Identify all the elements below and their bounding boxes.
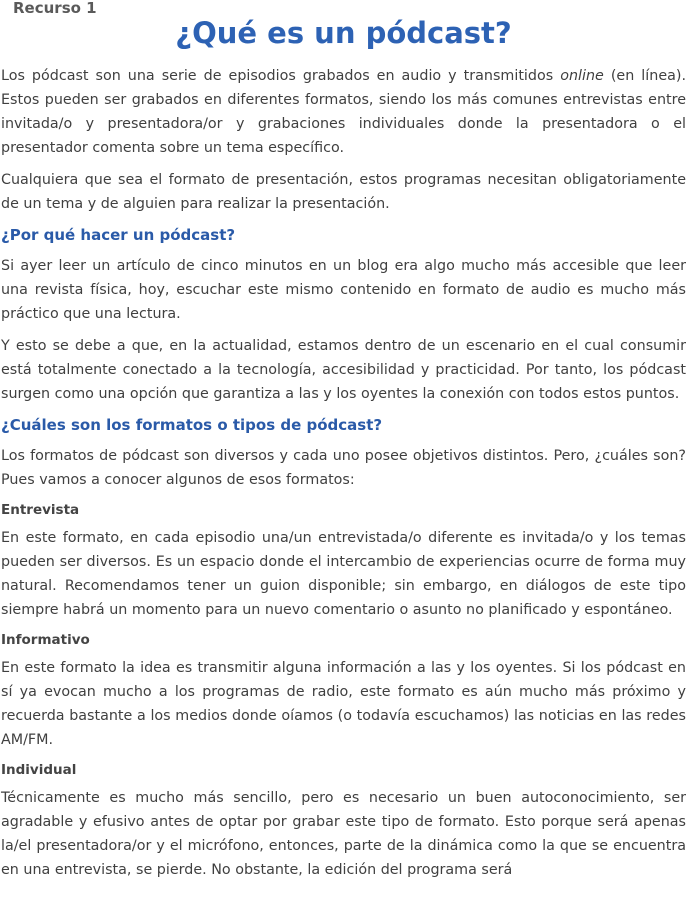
why-paragraph-2: Y esto se debe a que, en la actualidad, estamos dentro de un escenario en el cual consumir está totalmente conectado a la tecnología, accesibilidad y practicidad. Por tanto, los pódcast surgen como una opción que garantiza a las y los oyentes la conexión con todos estos puntos. xyxy=(1,338,686,402)
intro-p1-before: Los pódcast son una serie de episodios grabados en audio y transmitidos xyxy=(1,68,561,84)
intro-p1-after: (en línea). Estos pueden ser grabados en diferentes formatos, siendo los más comunes entrevistas entre invitada/o y presentadora/or y grabaciones individuales donde la presentadora o el presentador comenta sobre un tema específico. xyxy=(1,68,686,156)
format-text-entrevista: En este formato, en cada episodio una/un entrevistada/o diferente es invitada/o y los temas pueden ser diversos. Es un espacio donde el intercambio de experiencias ocurre de forma muy natural. Recomendamos tener un guion disponible; sin embargo, en diálogos de este tipo siempre habrá un momento para un nuevo comentario o asunto no planificado y espontáneo. xyxy=(1,530,686,618)
intro-paragraph-1 xyxy=(1,64,686,160)
format-title-entrevista: Entrevista xyxy=(1,502,80,518)
format-title-individual: Individual xyxy=(1,762,77,778)
resource-label: Recurso 1 xyxy=(13,0,97,17)
why-paragraph-1: Si ayer leer un artículo de cinco minutos en un blog era algo mucho más accesible que leer una revista física, hoy, escuchar este mismo contenido en formato de audio es mucho más práctico que una lectura. xyxy=(1,258,686,322)
page-title: ¿Qué es un pódcast? xyxy=(175,16,512,50)
format-text-individual: Técnicamente es mucho más sencillo, pero es necesario un buen autoconocimiento, ser agradable y efusivo antes de optar por grabar este tipo de formato. Esto porque será apenas la/el presentadora/or y el micrófono, entonces, parte de la dinámica como la que se encuentra en una entrevista, se pierde. No obstante, la edición del programa será xyxy=(1,790,686,878)
format-title-informativo: Informativo xyxy=(1,632,90,648)
intro-paragraph-2: Cualquiera que sea el formato de presentación, estos programas necesitan obligatoriamente de un tema y de alguien para realizar la presentación. xyxy=(1,172,686,212)
section-heading-why: ¿Por qué hacer un pódcast? xyxy=(1,226,236,244)
section-heading-formats: ¿Cuáles son los formatos o tipos de pódcast? xyxy=(1,416,383,434)
formats-intro-paragraph: Los formatos de pódcast son diversos y cada uno posee objetivos distintos. Pero, ¿cuáles son? Pues vamos a conocer algunos de esos formatos: xyxy=(1,448,686,488)
intro-p1-italic: online xyxy=(560,68,604,84)
document-content xyxy=(1,64,686,890)
format-text-informativo: En este formato la idea es transmitir alguna información a las y los oyentes. Si los pódcast en sí ya evocan mucho a los programas de radio, este formato es aún mucho más próximo y recuerda bastante a los medios donde oíamos (o todavía escuchamos) las noticias en las redes AM/FM. xyxy=(1,660,686,748)
